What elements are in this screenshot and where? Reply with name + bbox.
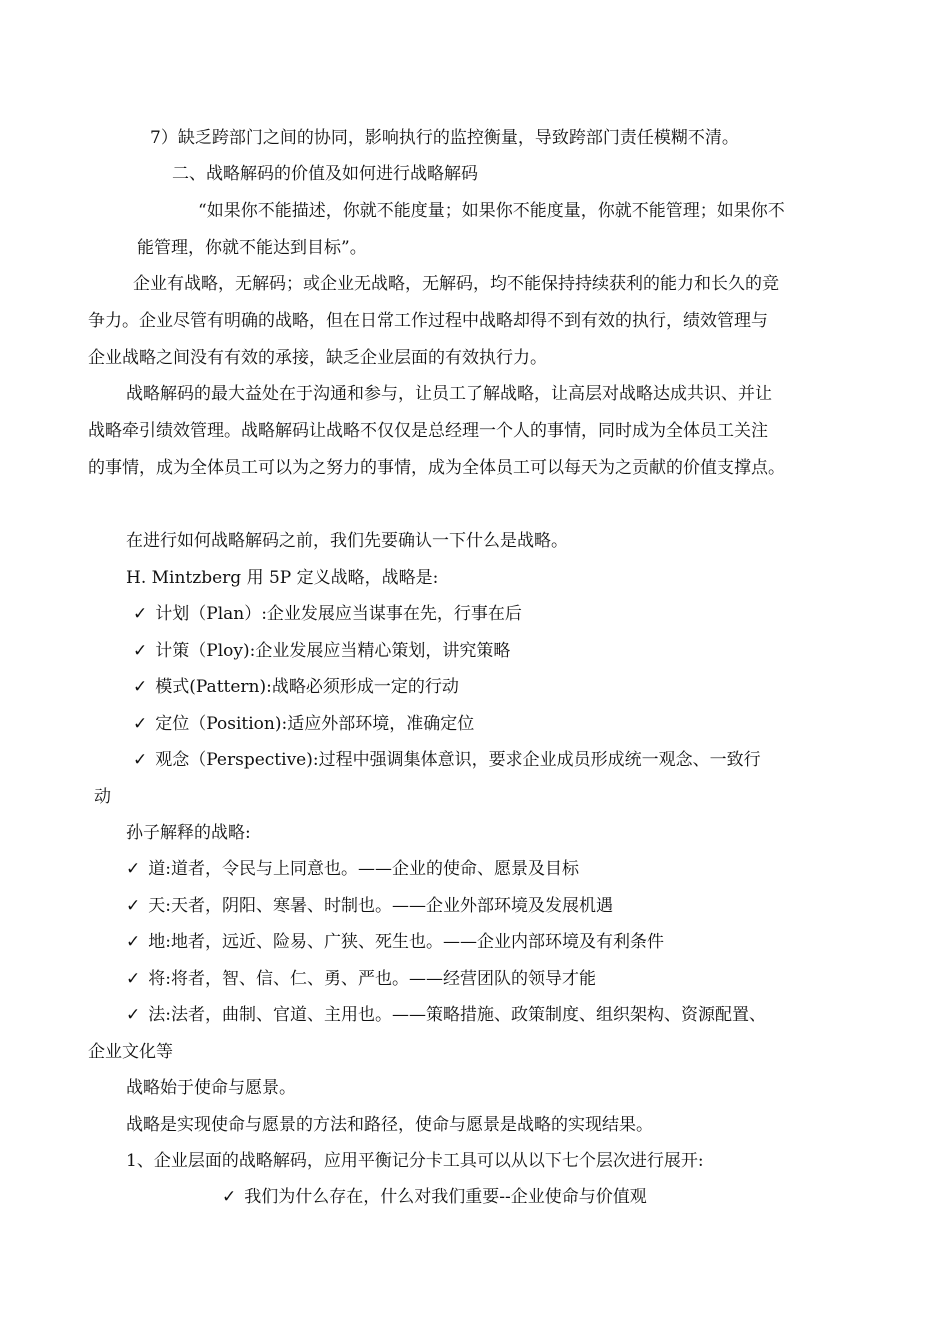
check-icon: ✓ — [126, 932, 141, 952]
sunzi-heading: 孙子解释的战略: — [126, 823, 251, 843]
paragraph-1-line-1: 企业有战略，无解码；或企业无战略，无解码，均不能保持持续获利的能力和长久的竞 — [133, 274, 779, 294]
list-item — [126, 894, 613, 918]
quote-line-2: 能管理，你就不能达到目标”。 — [137, 238, 367, 258]
list-item — [126, 857, 579, 881]
check-icon: ✓ — [126, 896, 141, 916]
list-item-text: 模式(Pattern):战略必须形成一定的行动 — [155, 677, 459, 697]
check-icon: ✓ — [126, 859, 141, 879]
quote-line-1: “如果你不能描述，你就不能度量；如果你不能度量，你就不能管理；如果你不 — [198, 201, 785, 221]
check-icon: ✓ — [133, 677, 148, 697]
list-item-text: 法:法者，曲制、官道、主用也。——策略措施、政策制度、组织架构、资源配置、 — [148, 1005, 766, 1025]
list-item-text: 计划（Plan）:企业发展应当谋事在先，行事在后 — [155, 604, 522, 624]
mintzberg-line: H. Mintzberg 用 5P 定义战略，战略是: — [126, 568, 439, 588]
list-item-text: 将:将者，智、信、仁、勇、严也。——经营团队的领导才能 — [148, 969, 596, 989]
paragraph-2-line-2: 战略牵引绩效管理。战略解码让战略不仅仅是总经理一个人的事情，同时成为全体员工关注 — [88, 421, 768, 441]
paragraph-2-line-1: 战略解码的最大益处在于沟通和参与，让员工了解战略，让高层对战略达成共识、并让 — [126, 384, 772, 404]
check-icon: ✓ — [133, 714, 148, 734]
list-item — [133, 712, 474, 736]
check-icon: ✓ — [126, 969, 141, 989]
list-item-text: 道:道者，令民与上同意也。——企业的使命、愿景及目标 — [148, 859, 579, 879]
list-item-text: 观念（Perspective):过程中强调集体意识，要求企业成员形成统一观念、一致行 — [155, 750, 761, 770]
list-item-text: 我们为什么存在，什么对我们重要--企业使命与价值观 — [244, 1187, 647, 1207]
intro-line: 在进行如何战略解码之前，我们先要确认一下什么是战略。 — [126, 531, 568, 551]
list-item — [126, 930, 664, 954]
check-icon: ✓ — [126, 1005, 141, 1025]
list-item — [133, 602, 522, 626]
strategy-definition-line: 战略是实现使命与愿景的方法和路径，使命与愿景是战略的实现结果。 — [126, 1115, 653, 1135]
list-item-text: 地:地者，远近、险易、广狭、死生也。——企业内部环境及有利条件 — [148, 932, 664, 952]
check-icon: ✓ — [133, 750, 148, 770]
list-item — [133, 675, 459, 699]
list-item-text: 天:天者，阴阳、寒暑、时制也。——企业外部环境及发展机遇 — [148, 896, 613, 916]
list-item — [222, 1185, 647, 1209]
check-icon: ✓ — [133, 604, 148, 624]
list-item — [126, 1003, 766, 1027]
point-7-line: 7）缺乏跨部门之间的协同，影响执行的监控衡量，导致跨部门责任模糊不清。 — [150, 128, 739, 148]
numbered-heading: 1、企业层面的战略解码，应用平衡记分卡工具可以从以下七个层次进行展开: — [126, 1151, 704, 1171]
list-item — [133, 748, 761, 772]
check-icon: ✓ — [133, 641, 148, 661]
mission-line: 战略始于使命与愿景。 — [126, 1078, 296, 1098]
list-item-continuation: 动 — [94, 787, 111, 807]
list-item — [126, 967, 596, 991]
paragraph-2-line-3: 的事情，成为全体员工可以为之努力的事情，成为全体员工可以每天为之贡献的价值支撑点。 — [88, 458, 785, 478]
paragraph-1-line-3: 企业战略之间没有有效的承接，缺乏企业层面的有效执行力。 — [88, 348, 547, 368]
list-item — [133, 639, 510, 663]
list-item-text: 定位（Position):适应外部环境，准确定位 — [155, 714, 475, 734]
list-item-text: 计策（Ploy):企业发展应当精心策划，讲究策略 — [155, 641, 511, 661]
check-icon: ✓ — [222, 1187, 237, 1207]
section-heading: 二、战略解码的价值及如何进行战略解码 — [172, 164, 478, 184]
list-item-continuation: 企业文化等 — [88, 1042, 173, 1062]
paragraph-1-line-2: 争力。企业尽管有明确的战略，但在日常工作过程中战略却得不到有效的执行，绩效管理与 — [88, 311, 768, 331]
